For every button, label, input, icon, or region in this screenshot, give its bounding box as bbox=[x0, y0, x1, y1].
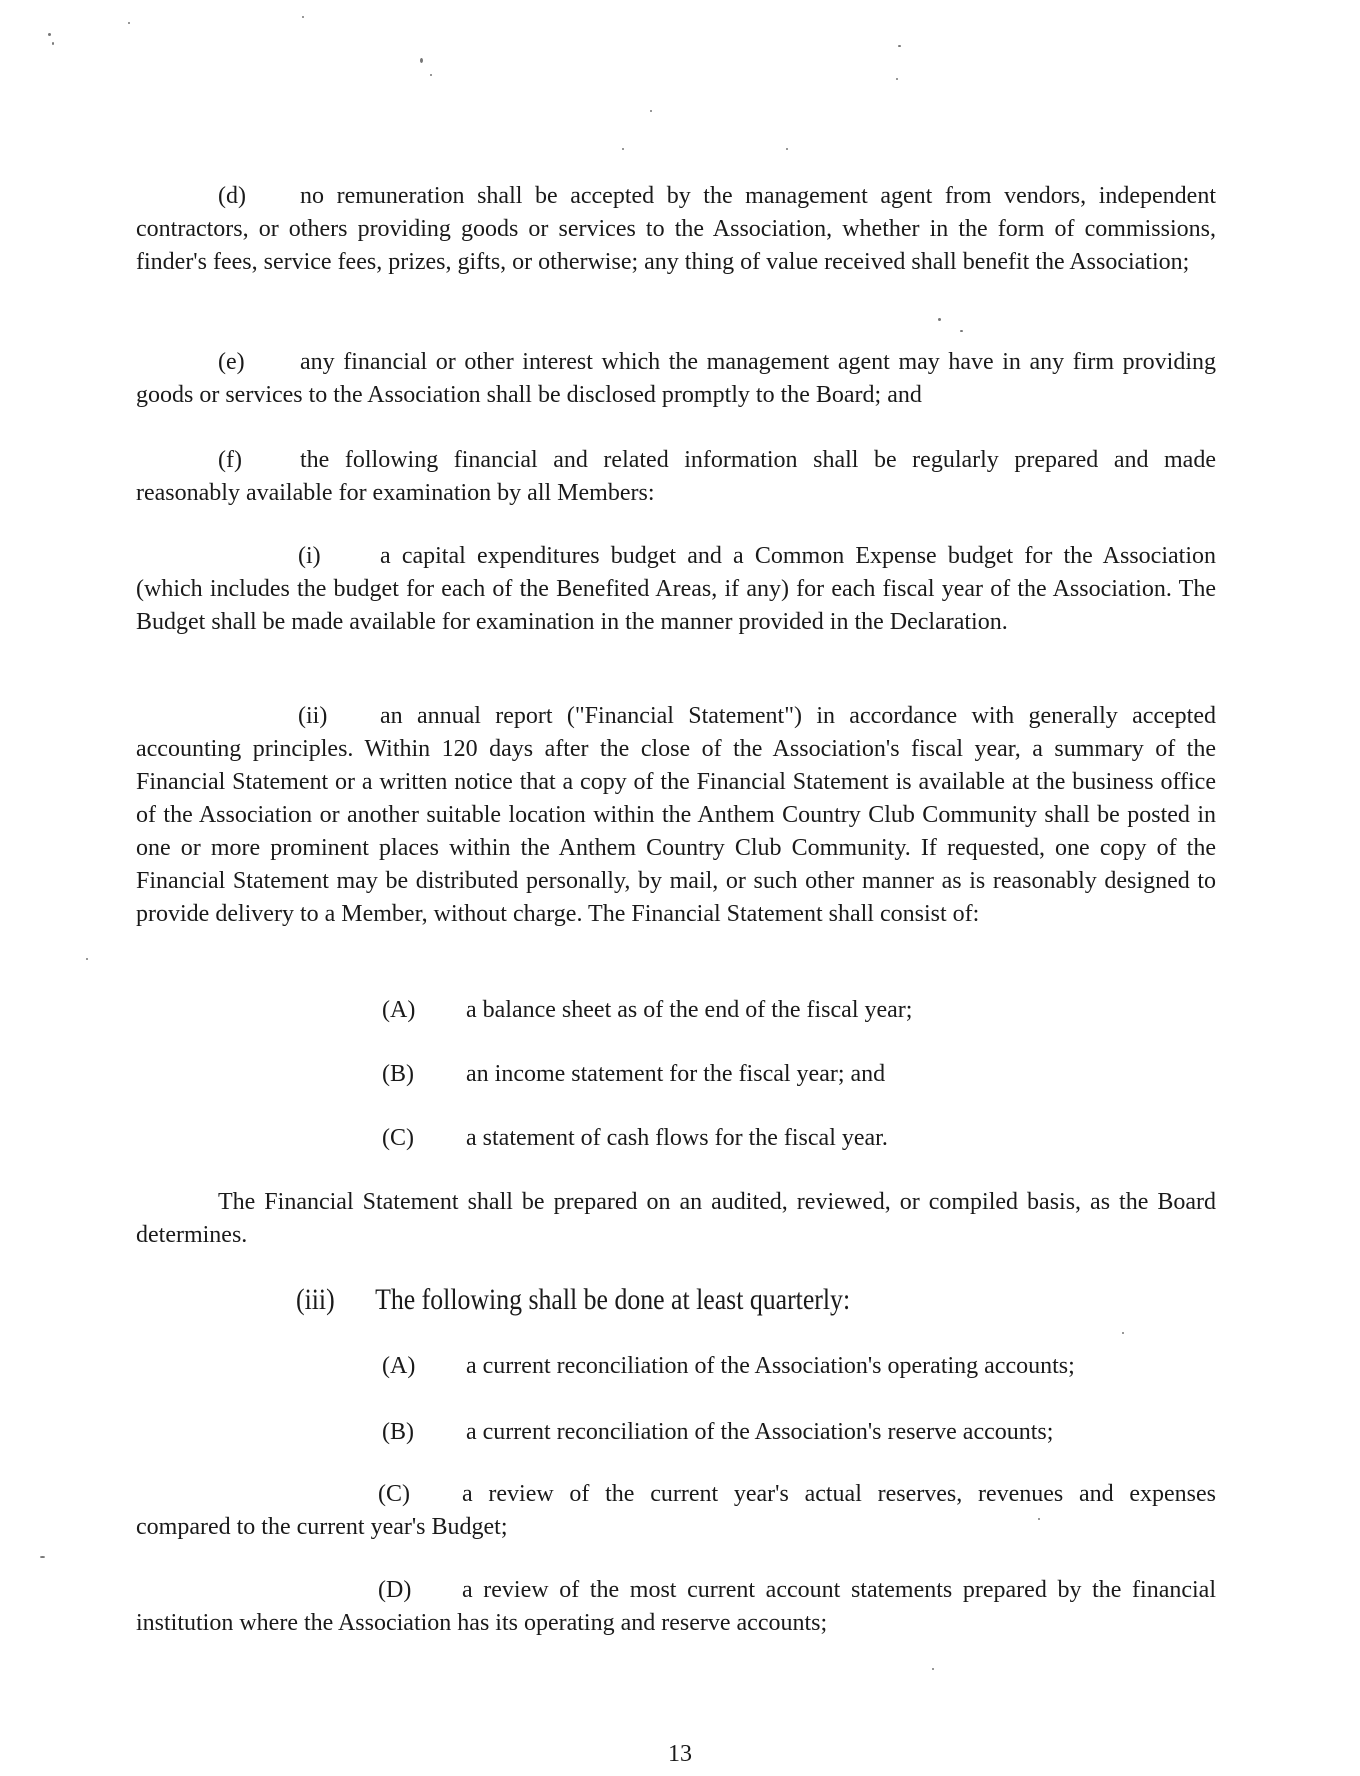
list-item bbox=[382, 1122, 888, 1155]
paragraph-i-text: a capital expenditures budget and a Common Expense budget for the Association (which includes the budget for each of the Benefited Areas, if any) for each fiscal year of the Association. The Budget shall be made available for examination in the manner provided in the Declaration. bbox=[136, 543, 1216, 635]
list-item-text: a current reconciliation of the Association's reserve accounts; bbox=[466, 1419, 1054, 1445]
paragraph-basis-text: The Financial Statement shall be prepared on an audited, reviewed, or compiled basis, as the Board determines. bbox=[136, 1189, 1216, 1248]
scan-speck bbox=[960, 330, 963, 332]
scan-speck bbox=[650, 110, 652, 112]
scan-speck bbox=[86, 958, 88, 960]
list-item-label: (A) bbox=[382, 1353, 416, 1379]
list-item-label: (A) bbox=[382, 997, 416, 1023]
list-item bbox=[382, 994, 912, 1027]
list-item-text: a balance sheet as of the end of the fiscal year; bbox=[466, 997, 913, 1023]
list-item-label: (B) bbox=[382, 1061, 414, 1087]
scan-speck bbox=[48, 33, 51, 36]
paragraph-e-label: (e) bbox=[218, 349, 245, 375]
paragraph-iii-d-label: (D) bbox=[378, 1577, 412, 1603]
paragraph-iii-c bbox=[136, 1478, 1216, 1544]
scan-speck bbox=[1122, 1332, 1124, 1334]
scan-speck bbox=[302, 16, 304, 18]
scan-speck bbox=[932, 1668, 934, 1670]
paragraph-d-label: (d) bbox=[218, 183, 246, 209]
list-item-text: a statement of cash flows for the fiscal year. bbox=[466, 1125, 888, 1151]
paragraph-iii-d bbox=[136, 1574, 1216, 1640]
list-item-text: a current reconciliation of the Association's operating accounts; bbox=[466, 1353, 1075, 1379]
paragraph-ii-text: an annual report ("Financial Statement") in accordance with generally accepted accounting principles. Within 120 days after the close of the Association's fiscal year, a summary of the Financial Statement or a written notice that a copy of the Financial Statement is available at the business office of the Association or another suitable location within the Anthem Country Club Community shall be posted in one or more prominent places within the Anthem Country Club Community. If requested, one copy of the Financial Statement may be distributed personally, by mail, or such other manner as is reasonably designed to provide delivery to a Member, without charge. The Financial Statement shall consist of: bbox=[136, 703, 1216, 927]
paragraph-e-text: any financial or other interest which the management agent may have in any firm providing goods or services to the Association shall be disclosed promptly to the Board; and bbox=[136, 349, 1216, 408]
scan-speck bbox=[896, 78, 898, 80]
paragraph-iii-c-label: (C) bbox=[378, 1481, 410, 1507]
paragraph-iii-text: The following shall be done at least quarterly: bbox=[375, 1283, 851, 1316]
paragraph-d bbox=[136, 180, 1216, 279]
scan-speck bbox=[52, 42, 54, 45]
list-item bbox=[382, 1058, 885, 1091]
scan-speck bbox=[786, 148, 788, 150]
paragraph-i bbox=[136, 540, 1216, 639]
scan-speck bbox=[40, 1556, 45, 1558]
paragraph-e bbox=[136, 346, 1216, 412]
paragraph-basis bbox=[136, 1186, 1216, 1252]
paragraph-f-label: (f) bbox=[218, 447, 242, 473]
paragraph-iii-d-text: a review of the most current account statements prepared by the financial institution where the Association has its operating and reserve accounts; bbox=[136, 1577, 1216, 1636]
paragraph-f bbox=[136, 444, 1216, 510]
list-item-text: an income statement for the fiscal year; and bbox=[466, 1061, 886, 1087]
paragraph-d-text: no remuneration shall be accepted by the management agent from vendors, independent contractors, or others providing goods or services to the Association, whether in the form of commissions, finder's fees, service fees, prizes, gifts, or otherwise; any thing of value received shall benefit the Association; bbox=[136, 183, 1216, 275]
list-item bbox=[382, 1416, 1053, 1449]
paragraph-iii-label: (iii) bbox=[296, 1283, 335, 1316]
scan-speck bbox=[622, 148, 624, 150]
list-item-label: (B) bbox=[382, 1419, 414, 1445]
paragraph-ii bbox=[136, 700, 1216, 931]
paragraph-ii-label: (ii) bbox=[298, 703, 328, 729]
scan-speck bbox=[128, 22, 130, 24]
paragraph-iii-c-text: a review of the current year's actual reserves, revenues and expenses compared to the current year's Budget; bbox=[136, 1481, 1216, 1540]
scan-speck bbox=[938, 318, 941, 321]
scan-speck bbox=[430, 74, 432, 76]
paragraph-iii-heading bbox=[296, 1282, 850, 1318]
list-item-label: (C) bbox=[382, 1125, 414, 1151]
list-item bbox=[382, 1350, 1075, 1383]
page-number: 13 bbox=[668, 1741, 692, 1767]
scan-speck bbox=[420, 58, 423, 63]
paragraph-i-label: (i) bbox=[298, 543, 321, 569]
paragraph-f-text: the following financial and related information shall be regularly prepared and made reasonably available for examination by all Members: bbox=[136, 447, 1216, 506]
scan-speck bbox=[898, 45, 901, 47]
